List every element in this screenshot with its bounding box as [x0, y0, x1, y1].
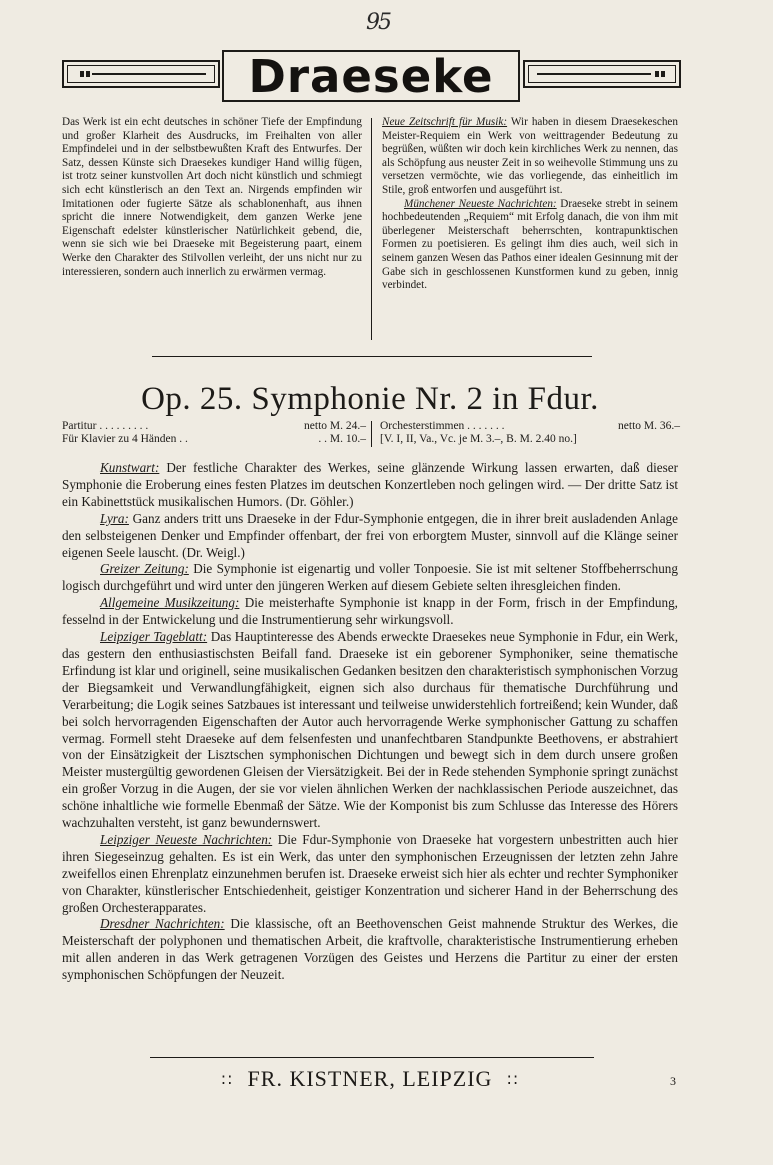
review-source: Greizer Zeitung:	[100, 561, 189, 577]
price-value: netto M. 36.–	[618, 420, 680, 432]
footer-divider	[150, 1057, 594, 1058]
review-text: Die Symphonie ist eigenartig und voller Tonpoesie. Sie ist mit seltener Stoffbeherrschung logisch durchgeführt und wird unter den jüngeren Werken auf diesem Gebiete selten ihresgleichen finden.	[62, 561, 678, 594]
ornament-icon: ::	[220, 1069, 234, 1088]
ornament-line	[537, 73, 651, 75]
price-label: Für Klavier zu 4 Händen . .	[62, 433, 188, 445]
price-list-right	[380, 420, 680, 446]
page-number: 3	[670, 1074, 676, 1088]
price-label: Partitur . . . . . . . . .	[62, 420, 149, 432]
review-text: Ganz anders tritt uns Draeseke in der Fdur-Symphonie entgegen, die in ihrer breit ausladenden Anlage den selbsteigenen Denker und Empfinder offenbart, der frei von erborgtem Muster, sinnvoll auf die Klänge seiner eigenen Seele lauscht. (Dr. Weigl.)	[62, 510, 678, 560]
price-label: Orchesterstimmen . . . . . . .	[380, 420, 505, 432]
page-title: Draeseke	[248, 50, 494, 103]
review-source: Leipziger Neueste Nachrichten:	[100, 831, 273, 847]
review-paragraph	[62, 832, 678, 917]
review-paragraph	[62, 460, 678, 511]
price-value: . . M. 10.–	[318, 433, 366, 445]
column-divider	[371, 118, 372, 340]
review-text: Der festliche Charakter des Werkes, seine glänzende Wirkung lassen erwarten, daß dieser Symphonie die Eroberung eines festen Platzes im deutschen Konzertleben noch gelingen wird. — Der dritte Satz ist ein Kabinettstück musikalischen Humors. (Dr. Göhler.)	[62, 460, 678, 509]
review-text: Wir haben in diesem Draesekeschen Meister-Requiem ein Werk von weittragender Bedeutung zu begrüßen, wüßten wir doch kein kirchliches Werk zu nennen, das als Schöpfung aus neuster Zeit in so weihevolle Stimmung uns zu versetzen vermöchte, wie das vorliegende, das einheitlich im Stile, groß entworfen und ausgeführt ist.	[382, 116, 678, 196]
review-text: Draeseke strebt in seinem hochbedeutenden „Requiem“ mit Erfolg danach, die von ihm mit überlegener Meisterschaft beherrschten, kontrapunktischen Formen zu poetisieren. Es gelingt ihm dies auch, weil sich in seinem ganzen Wesen das Pathos einer idealen Gesinnung mit der Gabe sich in geschlossenen Kunstformen kund zu geben, innig verbindet.	[382, 197, 678, 292]
intro-column-left: Das Werk ist ein echt deutsches in schöner Tiefe der Empfindung und großer Klarheit des Ausdrucks, im Freihalten von aller Empfindelei und in der selbstbewußten Kraft des Entwurfes. Der Satz, dessen Künste sich Draesekes kundiger Hand willig fügen, ist trotz seiner kunstvollen Art doch nicht künstlich und schmiegt sich echt künstlerisch an den Text an. Nirgends empfinden wir Imitationen oder fugierte Sätze als schablonenhaft, aus ihnen spricht die innere Notwendigkeit, dem ganzen Werke jene Eigenschaft edelster künstlerischer Natürlichkeit gebend, die, wenn sie sich wie bei Draeseke mit Begeisterung paart, einem Werke den Charakter des Stilvollen verleiht, der uns nicht nur zu interessieren, sondern auch innerlich zu erwärmen vermag.	[62, 116, 362, 278]
review-paragraph	[62, 511, 678, 562]
ornament-icon: ::	[506, 1069, 520, 1088]
ornament-dot	[661, 71, 665, 77]
review-source: Neue Zeitschrift für Musik:	[382, 116, 508, 128]
review-text: Das Hauptinteresse des Abends erweckte Draesekes neue Symphonie in Fdur, ein Werk, das gestern den enthusiastischsten Beifall fand. Draeseke ist ein geborener Symphoniker, seine thematische Erfindung ist klar und originell, seine musikalischen Gedanken besitzen den charakteristisch symphonischen Vorzug der Biegsamkeit und Verwandlungfähigkeit, eignen sich also durchaus für thematische Durchführung und Verarbeitung; die Logik seines Satzbaues ist interessant und teilweise unwiderstehlich fortreißend; kein Wunder, daß bei solch hervorragenden Eigenschaften der Autor auch hervorragende Werke symphonischer Gattung zu schaffen vermag. Formell steht Draeseke auf dem felsenfesten und unanfechtbaren Standpunkte Beethovens, er abstrahiert von der Einsätzigkeit der Lisztschen symphonischen Dichtungen und bewegt sich in dem durch unsere großen Meister mustergültig gewordenen Gleisen der Viersätzigkeit. Bei der in Rede stehenden Symphonie springt zunächst ein großer Vorzug in die Augen, der sie vor vielen ähnlichen Werken der nachklassischen Periode auszeichnet, das schöne inhaltliche wie formelle Ebenmaß der Sätze. Wie der Komponist bis zum Schlusse das Interesse des Hörers wachzuhalten versteht, ist ganz bewundernswert.	[62, 629, 678, 831]
ornament-line	[92, 73, 206, 75]
price-label: [V. I, II, Va., Vc. je M. 3.–, B. M. 2.40 no.]	[380, 433, 577, 445]
review-paragraph	[62, 595, 678, 629]
intro-column-right	[382, 116, 678, 293]
review-source: Dresdner Nachrichten:	[100, 916, 225, 932]
review-source: Leipziger Tageblatt:	[100, 629, 208, 645]
handwritten-page-number: 95	[366, 10, 390, 35]
review-text: Die Fdur-Symphonie von Draeseke hat vorgestern unbestritten auch hier ihren Siegeseinzug gehalten. Es ist ein Werk, das unter den symphonischen Erzeugnissen der letzten zehn Jahre zweifellos einen Ehrenplatz einzunehmen berufen ist. Draeseke erweist sich hier als echter und rechter Symphoniker von Charakter, künstlerischer Entschiedenheit, geistiger Konzentration und sicherer Hand in der Beherrschung des großen Orchesterapparates.	[62, 831, 678, 915]
reviews-section	[62, 460, 678, 984]
review-source: Lyra:	[100, 510, 129, 526]
title-box	[222, 50, 520, 102]
review-text: Die meisterhafte Symphonie ist knapp in der Form, frisch in der Empfindung, fesselnd in der Entwickelung und die Instrumentierung sehr wirkungsvoll.	[62, 595, 678, 628]
price-row	[62, 433, 366, 446]
review-paragraph	[62, 916, 678, 984]
ornament-dot	[86, 71, 90, 77]
ornament-dot	[80, 71, 84, 77]
publisher-name: FR. KISTNER, LEIPZIG	[247, 1066, 493, 1091]
price-value: netto M. 24.–	[304, 420, 366, 432]
review-paragraph	[62, 561, 678, 595]
review-source: Münchener Neueste Nachrichten:	[404, 197, 557, 210]
price-row	[380, 433, 680, 446]
price-divider	[371, 421, 372, 447]
review-text: Die klassische, oft an Beethovenschen Geist mahnende Struktur des Werkes, die Meisterschaft der polyphonen und thematischen Arbeit, die kraftvolle, charakteristische Instrumentierung erheben mit allen anderen in das Werk getragenen Vorzügen des Geistes und Herzens die Partitur zu einer der ersten symphonischen Schöpfungen der Neuzeit.	[62, 916, 679, 983]
price-list-left	[62, 420, 366, 446]
ornament-dot	[655, 71, 659, 77]
review-source: Allgemeine Musikzeitung:	[100, 595, 240, 611]
publisher-footer	[60, 1066, 680, 1092]
header-ornament-left	[62, 60, 220, 88]
price-row	[62, 420, 366, 433]
review-paragraph	[62, 629, 678, 832]
section-divider	[152, 356, 592, 357]
review-source: Kunstwart:	[100, 460, 160, 475]
opus-heading: Op. 25. Symphonie Nr. 2 in Fdur.	[141, 381, 599, 417]
header-ornament-right	[523, 60, 681, 88]
price-row	[380, 420, 680, 433]
